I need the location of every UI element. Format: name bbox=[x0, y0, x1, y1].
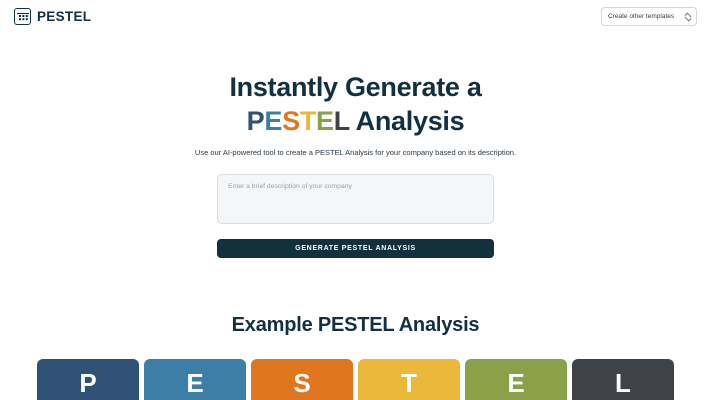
create-other-templates-dropdown[interactable] bbox=[601, 7, 697, 26]
chevron-updown-icon bbox=[684, 13, 691, 20]
create-other-templates-label: Create other templates bbox=[608, 12, 675, 20]
headline-letter-l: L bbox=[333, 105, 350, 136]
headline-suffix: Analysis bbox=[349, 105, 465, 136]
company-description-input[interactable] bbox=[217, 174, 494, 224]
example-card-letter: E bbox=[507, 368, 525, 399]
hero-subtitle: Use our AI-powered tool to create a PESTEL Analysis for your company based on its description. bbox=[194, 148, 517, 158]
example-card-economic[interactable] bbox=[144, 359, 246, 400]
hero-section bbox=[0, 32, 711, 258]
generate-pestel-analysis-button[interactable]: GENERATE PESTEL ANALYSIS bbox=[217, 239, 494, 258]
top-bar bbox=[0, 0, 711, 32]
example-card-political[interactable] bbox=[37, 359, 139, 400]
headline-letter-e2: E bbox=[316, 105, 334, 136]
generate-form bbox=[217, 174, 494, 258]
example-card-environmental[interactable] bbox=[465, 359, 567, 400]
page-title-line1: Instantly Generate a bbox=[229, 72, 482, 102]
headline-letter-s: S bbox=[282, 105, 300, 136]
example-cards bbox=[0, 359, 711, 400]
headline-letter-p: P bbox=[246, 105, 265, 136]
example-card-letter: P bbox=[79, 368, 97, 399]
example-card-legal[interactable] bbox=[572, 359, 674, 400]
brand-name: PESTEL bbox=[37, 8, 92, 24]
calendar-grid-icon bbox=[14, 8, 31, 25]
page-title-line2 bbox=[0, 104, 711, 139]
example-card-letter: E bbox=[186, 368, 204, 399]
headline-letter-e1: E bbox=[264, 105, 283, 136]
example-card-letter: S bbox=[293, 368, 311, 399]
example-card-letter: L bbox=[615, 368, 631, 399]
example-section-title: Example PESTEL Analysis bbox=[231, 314, 480, 337]
example-card-social[interactable] bbox=[251, 359, 353, 400]
headline-letter-t: T bbox=[299, 105, 317, 136]
brand-logo[interactable] bbox=[14, 8, 91, 25]
example-card-technological[interactable] bbox=[358, 359, 460, 400]
example-card-letter: T bbox=[401, 368, 417, 399]
